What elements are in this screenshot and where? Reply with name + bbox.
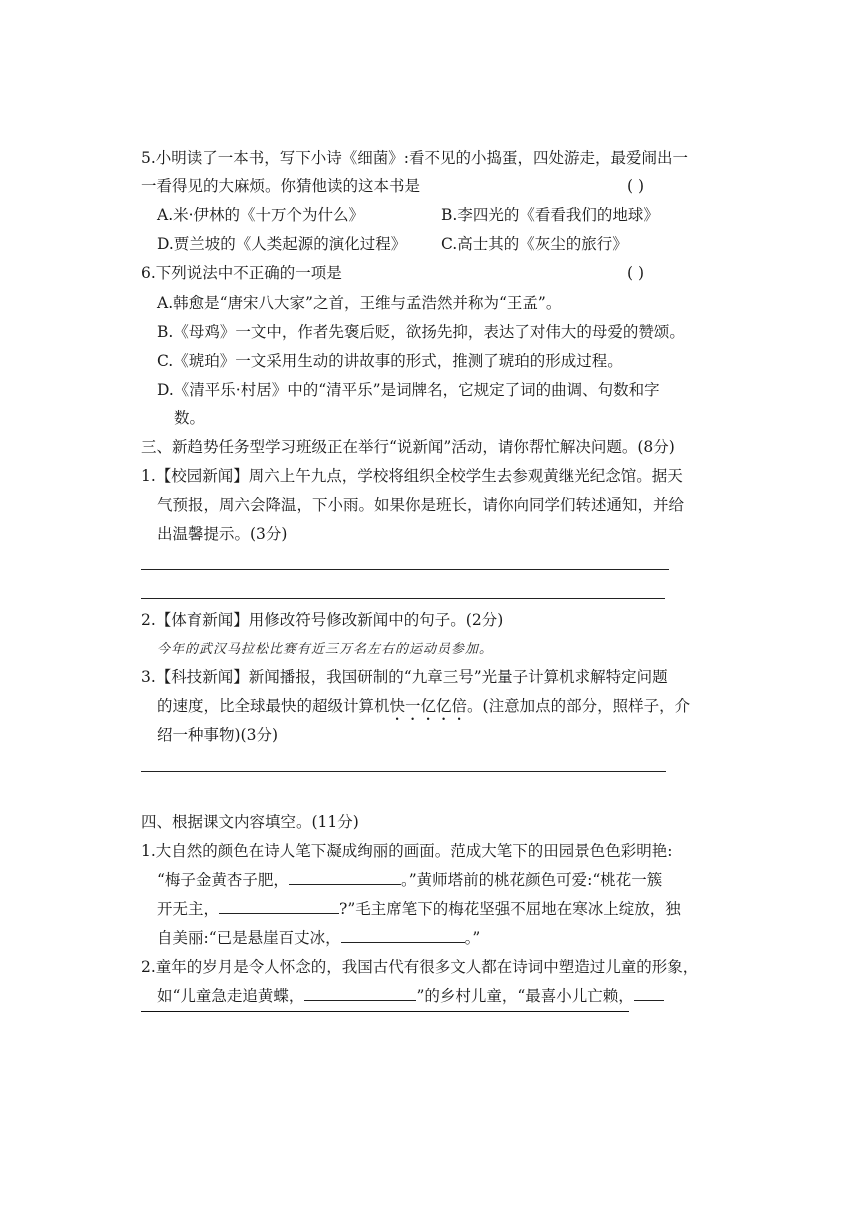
answer-line[interactable] xyxy=(141,598,665,599)
s3-q2-line1: 2.【体育新闻】用修改符号修改新闻中的句子。(2分) xyxy=(141,611,504,629)
answer-line[interactable] xyxy=(141,569,669,570)
s3-q3-line3: 绍一种事物)(3分) xyxy=(157,726,279,744)
s3-q3-text-b: 。(注意加点的部分，照样子，介 xyxy=(467,697,691,715)
s3-q3-line1: 3.【科技新闻】新闻播报，我国研制的“九章三号”光量子计算机求解特定问题 xyxy=(141,668,668,686)
s4-q1-line4 xyxy=(157,928,480,948)
s3-q3-text-a: 的速度，比全球最快的超级计算机 xyxy=(157,697,390,715)
s4-q2-line1: 2.童年的岁月是令人怀念的，我国古代有很多文人都在诗词中塑造过儿童的形象， xyxy=(141,958,699,976)
s3-q1-line3: 出温馨提示。(3分) xyxy=(157,525,288,543)
fill-blank[interactable] xyxy=(634,986,664,1001)
q5-stem-line2: 一看得见的大麻烦。你猜他读的这本书是 xyxy=(141,177,421,195)
s4-q1-text: ?”毛主席笔下的梅花坚强不屈地在寒冰上绽放，独 xyxy=(339,900,681,918)
q5-option-b: B.李四光的《看看我们的地球》 xyxy=(441,206,659,224)
fill-blank[interactable] xyxy=(289,870,401,885)
q5-option-d: D.贾兰坡的《人类起源的演化过程》 xyxy=(157,235,407,253)
s3-q3-dotted-phrase: 快一亿亿倍 xyxy=(389,697,468,715)
q5-option-c: C.高士其的《灰尘的旅行》 xyxy=(441,235,628,253)
answer-line[interactable] xyxy=(141,771,666,772)
s4-q1-text: 。”黄师塔前的桃花颜色可爱:“桃花一簇 xyxy=(400,871,663,889)
q6-option-a: A.韩愈是“唐宋八大家”之首，王维与孟浩然并称为“王孟”。 xyxy=(157,294,562,312)
s4-q2-text: ”的乡村儿童，“最喜小儿亡赖， xyxy=(416,987,634,1005)
q5-answer-paren: ( ) xyxy=(627,177,645,195)
s4-q1-line2 xyxy=(157,870,662,890)
q6-option-c: C.《琥珀》一文采用生动的讲故事的形式，推测了琥珀的形成过程。 xyxy=(157,352,623,370)
s3-q3-line2 xyxy=(157,696,690,724)
section-4-heading: 四、根据课文内容填空。(11分) xyxy=(141,813,359,831)
s4-q1-line3 xyxy=(157,899,681,919)
q6-option-d-line2: 数。 xyxy=(174,409,206,427)
fill-blank[interactable] xyxy=(341,928,465,943)
s4-q1-text: 开无主， xyxy=(157,900,220,918)
q6-stem: 6.下列说法中不正确的一项是 xyxy=(141,264,342,282)
page-bottom-rule xyxy=(141,1011,629,1012)
s3-q2-sentence: 今年的武汉马拉松比赛有近三万名左右的运动员参加。 xyxy=(157,642,494,657)
fill-blank[interactable] xyxy=(304,986,416,1001)
section-3-heading: 三、新趋势任务型学习班级正在举行“说新闻”活动，请你帮忙解决问题。(8分) xyxy=(141,438,675,456)
s4-q1-text: “梅子金黄杏子肥， xyxy=(157,871,289,889)
s4-q2-line2 xyxy=(157,986,664,1006)
q5-stem-line1: 5.小明读了一本书，写下小诗《细菌》:看不见的小捣蛋，四处游走，最爱闹出一 xyxy=(141,149,689,167)
q6-option-d-line1: D.《清平乐·村居》中的“清平乐”是词牌名，它规定了词的曲调、句数和字 xyxy=(157,381,660,399)
s3-q1-line1: 1.【校园新闻】周六上午九点，学校将组织全校学生去参观黄继光纪念馆。据天 xyxy=(141,467,683,485)
s4-q2-text: 如“儿童急走追黄蝶， xyxy=(157,987,305,1005)
s4-q1-text: 自美丽:“已是悬崖百丈冰， xyxy=(157,929,341,947)
q5-option-a: A.米·伊林的《十万个为什么》 xyxy=(157,206,365,224)
s3-q1-line2: 气预报，周六会降温，下小雨。如果你是班长，请你向同学们转述通知，并给 xyxy=(157,496,685,514)
fill-blank[interactable] xyxy=(219,899,339,914)
q6-answer-paren: ( ) xyxy=(627,264,645,282)
s4-q1-text: 。” xyxy=(464,929,481,947)
q6-option-b: B.《母鸡》一文中，作者先褒后贬，欲扬先抑，表达了对伟大的母爱的赞颂。 xyxy=(157,323,685,341)
s4-q1-line1: 1.大自然的颜色在诗人笔下凝成绚丽的画面。范成大笔下的田园景色色彩明艳: xyxy=(141,842,673,860)
